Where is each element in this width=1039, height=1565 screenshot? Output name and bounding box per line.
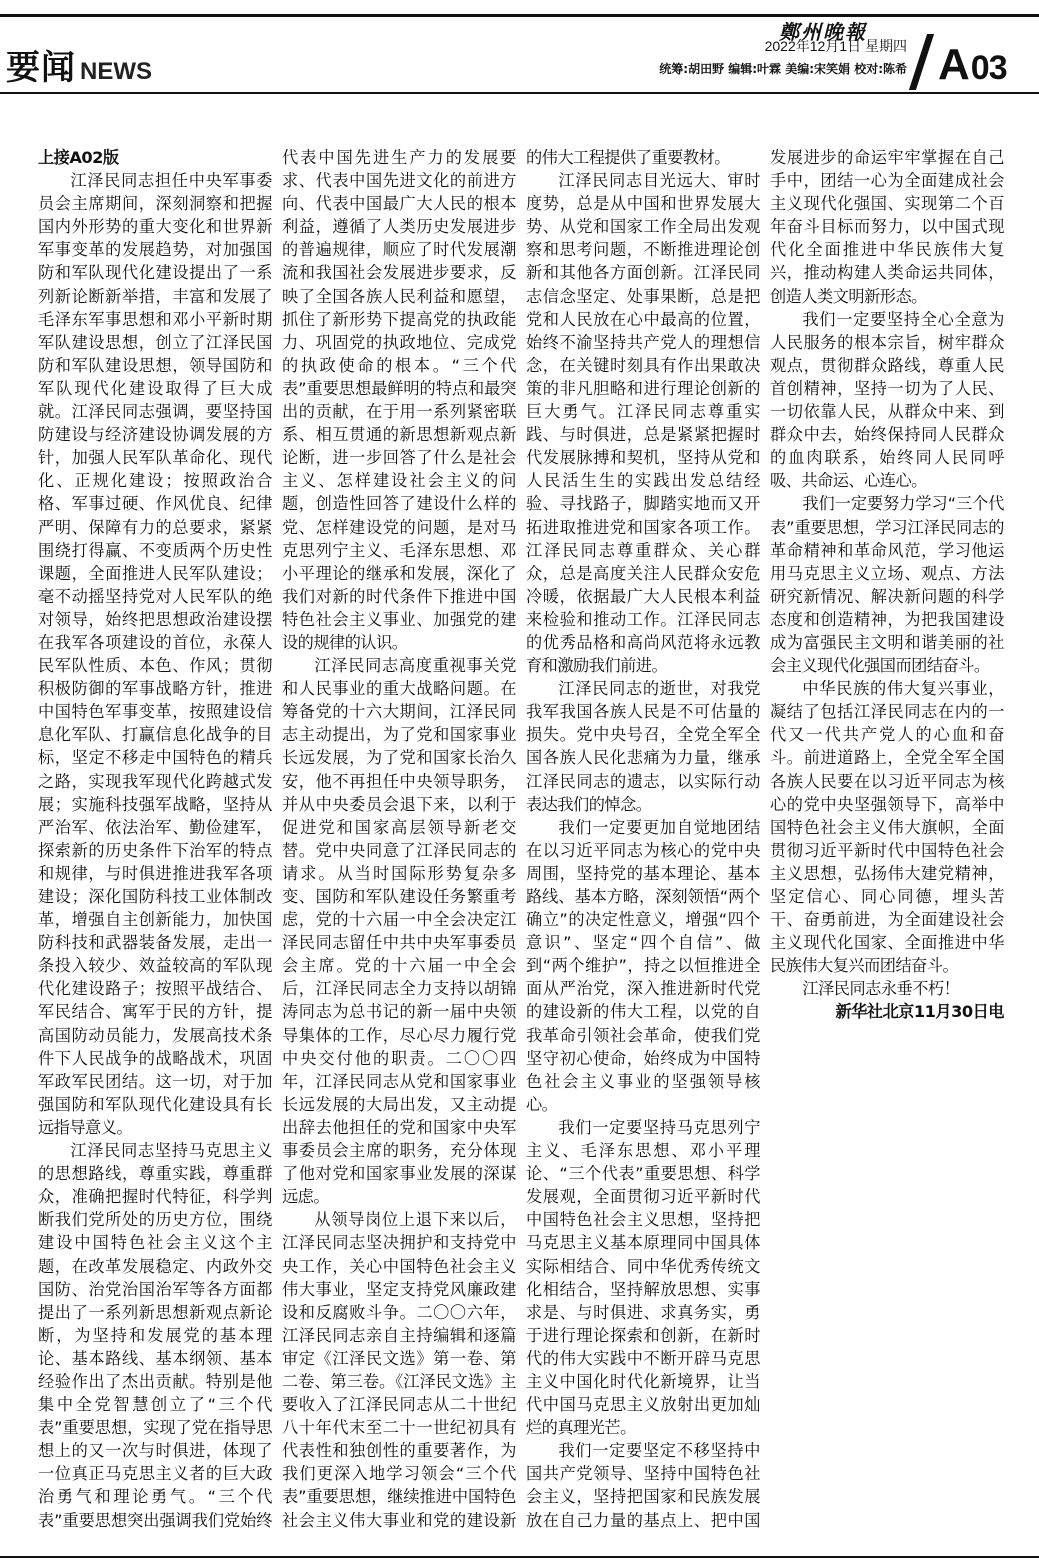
top-rule: [0, 14, 1039, 17]
paragraph-8: 我们一定要坚持马克思列宁主义、毛泽东思想、邓小平理论、“三个代表”重要思想、科学发展观，全面贯彻习近平新时代中国特色社会主义思想，坚持把马克思主义基本原理同中国具体实际相结合、同中华优秀传统文化相结合，坚持解放思想、实事求是、与时俱进、求真务实，勇于进行理论探索和创新，在新时代的伟大实践中不断开辟马克思主义中国化时代化新境界，让当代中国马克思主义放射出更加灿烂的真理光芒。: [526, 1117, 760, 1438]
issue-date: 2022年12月1日 星期四: [764, 38, 907, 54]
paragraph-5: 江泽民同志目光远大、审时度势，总是从中国和世界发展大势、从党和国家工作全局出发观察和思考问题，不断推进理论创新和其他各方面创新。江泽民同志信念坚定、处事果断，总是把党和人民放在心中最高的位置，始终不渝坚持共产党人的理想信念，在关键时刻具有作出果敢决策的非凡胆略和进行理论创新的巨大勇气。江泽民同志尊重实践、与时俱进，总是紧紧把握时代发展脉搏和契机，坚持从党和人民活生生的实践出发总结经验、寻找路子，脚踏实地而又开拓进取推进党和国家各项工作。江泽民同志尊重群众、关心群众，总是高度关注人民群众安危冷暖，依据最广大人民根本利益来检验和推动工作。江泽民同志的优秀品格和高尚风范将永远教育和激励我们前进。: [526, 171, 760, 676]
page-letter: A: [938, 40, 969, 89]
section-title-zh: 要闻: [6, 48, 76, 88]
dateline-sign: 新华社北京11月30日电: [835, 1002, 1004, 1022]
paragraph-10: 我们一定要坚持全心全意为人民服务的根本宗旨，树牢群众观点，贯彻群众路线，尊重人民首创精神，坚持一切为了人民、一切依靠人民，从群众中来、到群众中去，始终保持同人民群众的血肉联系，始终同人民同呼吸、共命运、心连心。: [770, 309, 1004, 491]
staff-credits: 统筹:胡田野 编辑:叶霖 美编:宋笑娟 校对:陈希: [659, 62, 907, 76]
paragraph-9-cont: 发展进步的命运牢牢掌握在自己手中，团结一心为全面建成社会主义现代化强国、实现第二个百年奋斗目标而努力，以中国式现代化全面推进中华民族伟大复兴，推动构建人类命运共同体，创造人类文明新形态。: [770, 148, 1004, 306]
paragraph-2-cont: 代表中国先进生产力的发展要求、代表中国先进文化的前进方向、代表中国最广大人民的根本利益，遵循了人类历史发展进步的普遍规律，顺应了时代发展潮流和我国社会发展进步要求，反映了全国各族人民利益和愿望，抓住了新形势下提高党的执政能力、巩固党的执政地位、完成党的执政使命的根本。“三个代表”重要思想最鲜明的特点和最突出的贡献，在于用一系列紧密联系、相互贯通的新思想新观点新论断，进一步回答了什么是社会主义、怎样建设社会主义的问题，创造性回答了建设什么样的党、怎样建设党的问题，是对马克思列宁主义、毛泽东思想、邓小平理论的继承和发展，深化了我们对新的时代条件下推进中国特色社会主义事业、加强党的建设的规律的认识。: [282, 148, 516, 652]
section-label: [6, 40, 152, 89]
paragraph-7: 我们一定要更加自觉地团结在以习近平同志为核心的党中央周围，坚持党的基本理论、基本路线、基本方略，深刻领悟“两个确立”的决定性意义，增强“四个意识”、坚定“四个自信”、做到“两个维护”，持之以恒推进全面从严治党，深入推进新时代党的建设新的伟大工程，以党的自我革命引领社会革命，使我们党坚守初心使命，始终成为中国特色社会主义事业的坚强领导核心。: [526, 817, 760, 1114]
section-title-en: NEWS: [80, 58, 152, 85]
paragraph-4-cont: 的伟大工程提供了重要教材。: [526, 148, 730, 167]
continued-from: 上接A02版: [38, 148, 119, 167]
paragraph-3: 江泽民同志高度重视事关党和人民事业的重大战略问题。在筹备党的十六大期间，江泽民同志主动提出，为了党和国家事业长远发展，为了党和国家长治久安，他不再担任中央领导职务，并从中央委员会退下来，以利于促进党和国家高层领导新老交替。党中央同意了江泽民同志的请求。从当时国际形势复杂多变、国防和军队建设任务繁重考虑，党的十六届一中全会决定江泽民同志留任中共中央军事委员会主席。党的十六届一中全会后，江泽民同志全力支持以胡锦涛同志为总书记的新一届中央领导集体的工作，尽心尽力履行党中央交付他的职责。二〇〇四年，江泽民同志从党和国家事业长远发展的大局出发，又主动提出辞去他担任的党和国家中央军事委员会主席的职务，充分体现了他对党和国家事业发展的深谋远虑。: [282, 656, 516, 1207]
paragraph-4: 从领导岗位上退下来以后，江泽民同志坚决拥护和支持党中央工作，关心中国特色社会主义伟大事业，坚定支持党风廉政建设和反腐败斗争。二〇〇六年，江泽民同志亲自主持编辑和逐篇审定《江泽民文选》第一卷、第二卷、第三卷。《江泽民文选》主要收入了江泽民同志从二十世纪八十年代末至二十一世纪初具有代表性和独创性的重要著作，为我们更深入地学习领会“三个代表”重要思想，继续推进中国特色社会主义伟大事业和党的建设新: [282, 1210, 516, 1530]
column-2: [282, 146, 516, 1532]
page-digits: 03: [970, 49, 1007, 87]
column-1: [38, 146, 272, 1532]
newspaper-masthead: 鄭州晚報: [779, 20, 867, 44]
column-3: [526, 146, 760, 1532]
page-number: [938, 40, 1007, 90]
page-slash-mark: [909, 34, 934, 90]
paragraph-1: 江泽民同志担任中央军事委员会主席期间，深刻洞察和把握国内外形势的重大变化和世界新军事变革的发展趋势，对加强国防和军队现代化建设提出了一系列新论断新举措，丰富和发展了毛泽东军事思想和邓小平新时期军队建设思想，创立了江泽民国防和军队建设思想，领导国防和军队现代化建设取得了巨大成就。江泽民同志强调，要坚持国防建设与经济建设协调发展的方针，加强人民军队革命化、现代化、正规化建设；按照政治合格、军事过硬、作风优良、纪律严明、保障有力的总要求，紧紧围绕打得赢、不变质两个历史性课题，全面推进人民军队建设；毫不动摇坚持党对人民军队的绝对领导，始终把思想政治建设摆在我军各项建设的首位，永葆人民军队性质、本色、作风；贯彻积极防御的军事战略方针，推进中国特色军事变革，按照建设信息化军队、打赢信息化战争的目标，坚定不移走中国特色的精兵之路，实现我军现代化跨越式发展；实施科技强军战略，坚持从严治军、依法治军、勤俭建军，探索新的历史条件下治军的特点和规律，与时俱进推进我军各项建设；深化国防科技工业体制改革，增强自主创新能力，加快国防科技和武器装备发展，走出一条投入较少、效益较高的军队现代化建设路子；按照平战结合、军民结合、寓军于民的方针，提高国防动员能力，发展高技术条件下人民战争的战略战术，巩固军政军民团结。这一切，对于加强国防和军队现代化建设具有长远指导意义。: [38, 171, 272, 1137]
article-body: [38, 146, 1004, 1546]
bottom-rule: [0, 1556, 1039, 1558]
paragraph-12: 中华民族的伟大复兴事业，凝结了包括江泽民同志在内的一代又一代共产党人的心血和奋斗。前进道路上，全党全军全国各族人民要在以习近平同志为核心的党中央坚强领导下，高举中国特色社会主义伟大旗帜，全面贯彻习近平新时代中国特色社会主义思想，弘扬伟大建党精神，坚定信心、同心同德，埋头苦干、奋勇前进，为全面建设社会主义现代化国家、全面推进中华民族伟大复兴而团结奋斗。: [770, 679, 1004, 976]
paragraph-2: 江泽民同志坚持马克思主义的思想路线，尊重实践，尊重群众，准确把握时代特征，科学判断我们党所处的历史方位，围绕建设中国特色社会主义这个主题，在改革发展稳定、内政外交国防、治党治国治军等各方面都提出了一系列新思想新观点新论断，为坚持和发展党的基本理论、基本路线、基本纲领、基本经验作出了杰出贡献。特别是他集中全党智慧创立了“三个代表”重要思想，实现了党在指导思想上的又一次与时俱进，体现了一位真正马克思主义者的巨大政治勇气和理论勇气。“三个代表”重要思想突出强调我们党始终: [38, 1141, 272, 1530]
paragraph-9: 我们一定要坚定不移坚持中国共产党领导、坚持中国特色社会主义，坚持把国家和民族发展放在自己力量的基点上、把中国: [526, 1441, 760, 1530]
paragraph-6: 江泽民同志的逝世，对我党我军我国各族人民是不可估量的损失。党中央号召，全党全军全国各族人民化悲痛为力量，继承江泽民同志的遗志，以实际行动表达我们的悼念。: [526, 679, 760, 814]
header-rule: [0, 92, 1039, 94]
paragraph-11: 我们一定要努力学习“三个代表”重要思想，学习江泽民同志的革命精神和革命风范，学习他运用马克思主义立场、观点、方法研究新情况、解决新问题的科学态度和创造精神，为把我国建设成为富强民主文明和谐美丽的社会主义现代化强国而团结奋斗。: [770, 494, 1004, 676]
column-4: [770, 146, 1004, 1024]
closing-line: 江泽民同志永垂不朽！: [802, 979, 960, 999]
